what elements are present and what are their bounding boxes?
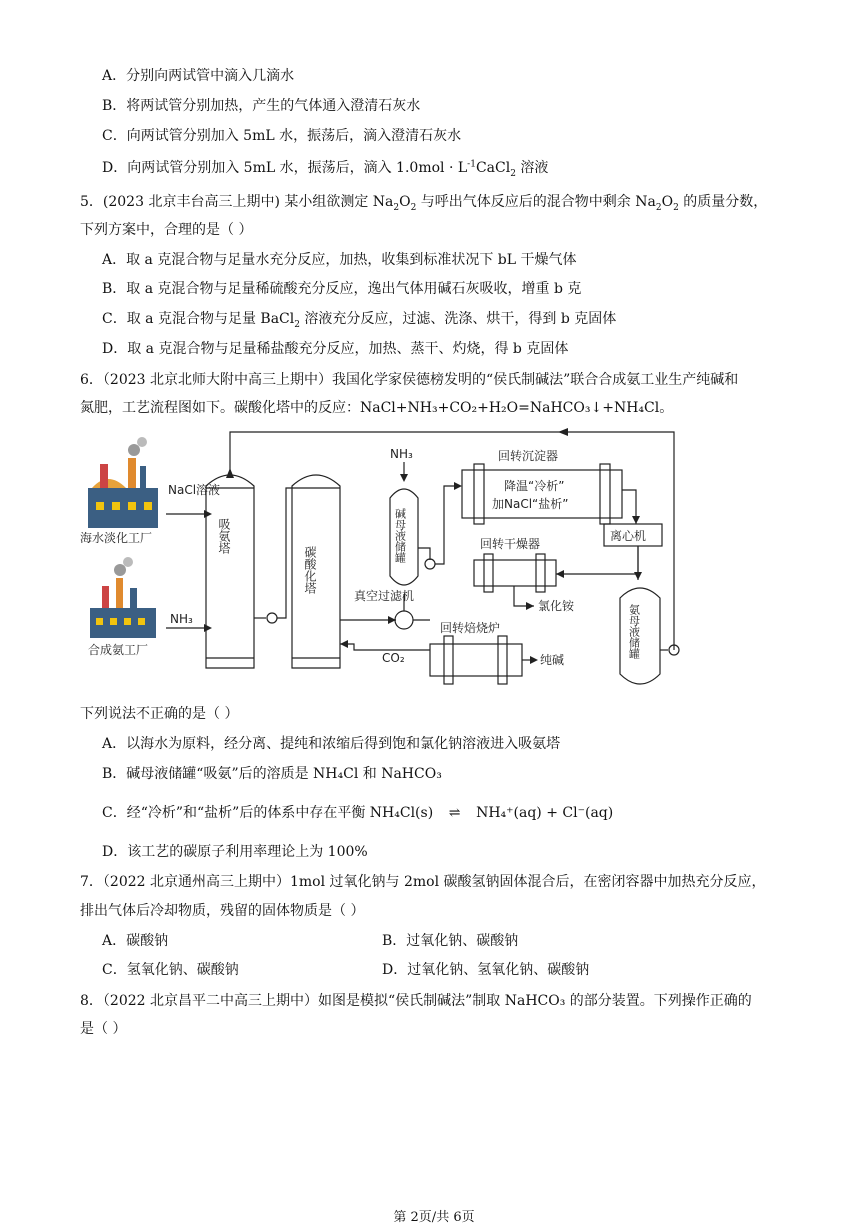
rotary-dryer-label: 回转干燥器 xyxy=(480,537,541,551)
absorber-tower xyxy=(206,475,254,668)
q4-option-b: B．将两试管分别加热，产生的气体通入澄清石灰水 xyxy=(102,98,421,114)
q5-option-d: D．取 a 克混合物与足量稀盐酸充分反应，加热、蒸干、灼烧，得 b 克固体 xyxy=(102,341,569,357)
equilibrium-arrow-icon: ⇌ xyxy=(448,805,461,821)
q5-option-b: B．取 a 克混合物与足量稀硫酸充分反应，逸出气体用碱石灰吸收，增重 b 克 xyxy=(102,281,582,297)
q7-option-d: D．过氧化钠、氢氧化钠、碳酸钠 xyxy=(382,962,590,978)
ammonia-plant-label: 合成氨工厂 xyxy=(88,643,149,657)
rotary-settler-label: 回转沉淀器 xyxy=(498,449,559,463)
centrifuge-label: 离心机 xyxy=(610,529,647,543)
ammonia-factory-icon xyxy=(90,557,156,638)
q4-option-c: C．向两试管分别加入 5mL 水，振荡后，滴入澄清石灰水 xyxy=(102,128,462,144)
co2-label: CO₂ xyxy=(382,651,405,665)
q5-option-a: A．取 a 克混合物与足量水充分反应，加热，收集到标准状况下 bL 干燥气体 xyxy=(102,252,577,268)
vacuum-filter xyxy=(395,611,413,629)
q7-option-a: A．碳酸钠 xyxy=(102,933,169,949)
ammonia-mother-liquor-label: 氨母液储罐 xyxy=(627,604,641,659)
process-flow-diagram xyxy=(78,428,718,703)
rotary-dryer xyxy=(474,560,556,586)
q4-option-d-text: D．向两试管分别加入 5mL 水，振荡后，滴入 1.0mol · L xyxy=(102,160,468,176)
q6-option-a: A．以海水为原料，经分离、提纯和浓缩后得到饱和氯化钠溶液进入吸氨塔 xyxy=(102,736,561,752)
q6-option-c: C．经“冷析”和“盐析”后的体系中存在平衡 NH₄Cl(s) ⇌ NH₄⁺(aq) + Cl⁻(aq) xyxy=(102,805,614,821)
q5-option-c: C．取 a 克混合物与足量 BaCl$_2$ 溶液充分反应，过滤、洗涤、烘干，得到 b 克固体 xyxy=(102,311,617,330)
q6-option-b: B．碱母液储罐“吸氨”后的溶质是 NH₄Cl 和 NaHCO₃ xyxy=(102,766,442,782)
q6-stem-line2: 氮肥，工艺流程图如下。碳酸化塔中的反应：NaCl+NH₃+CO₂+H₂O=NaHCO₃↓+NH₄Cl。 xyxy=(80,400,674,416)
q7-option-c: C．氢氧化钠、碳酸钠 xyxy=(102,962,239,978)
q5-stem-line2: 下列方案中，合理的是（ ） xyxy=(80,222,253,238)
q7-stem-line1: 7．（2022 北京通州高三上期中）1mol 过氧化钠与 2mol 碳酸氢钠固体混合后，在密闭容器中加热充分反应， xyxy=(80,874,766,890)
q4-option-d xyxy=(102,158,548,178)
desalination-factory-icon xyxy=(88,437,158,528)
q4-option-a: A．分别向两试管中滴入几滴水 xyxy=(102,68,295,84)
ammonium-chloride-label: 氯化铵 xyxy=(538,599,575,613)
absorber-label: 吸氨塔 xyxy=(217,518,231,554)
q6-question: 下列说法不正确的是（ ） xyxy=(80,706,239,722)
q4-option-d-sup: -1 xyxy=(467,159,476,170)
carbonator-label: 碳酸化塔 xyxy=(303,546,317,594)
nh3-left-label: NH₃ xyxy=(170,612,193,626)
q4-option-d-mid: CaCl xyxy=(475,160,511,176)
q8-stem-line2: 是（ ） xyxy=(80,1021,127,1037)
desal-plant-label: 海水淡化工厂 xyxy=(80,531,153,545)
nh3-top-label: NH₃ xyxy=(390,447,413,461)
page-footer: 第 2页/共 6页 xyxy=(393,1210,475,1225)
q5-stem-line1: 5．(2023 北京丰台高三上期中) 某小组欲测定 $Na_2O_2$ 与呼出气体反应后的混合物中剩余 $Na_2O_2$ 的质量分数， xyxy=(80,194,768,213)
rotary-kiln-label: 回转焙烧炉 xyxy=(440,621,501,635)
q7-option-b: B．过氧化钠、碳酸钠 xyxy=(382,933,519,949)
soda-label: 纯碱 xyxy=(540,653,565,667)
q4-option-d-post: 溶液 xyxy=(515,160,549,176)
nacl-label: NaCl溶液 xyxy=(168,483,221,497)
q8-stem-line1: 8．（2022 北京昌平二中高三上期中）如图是模拟“侯氏制碱法”制取 NaHCO₃ 的部分装置。下列操作正确的 xyxy=(80,993,752,1009)
q4-option-d-sub: 2 xyxy=(510,168,516,179)
q7-stem-line2: 排出气体后冷却物质，残留的固体物质是（ ） xyxy=(80,903,365,919)
q6-option-d: D．该工艺的碳原子利用率理论上为 100% xyxy=(102,844,368,860)
mother-liquor-label: 碱母液储罐 xyxy=(393,508,407,563)
salt-text: 加NaCl“盐析” xyxy=(492,497,569,511)
vacuum-filter-label: 真空过滤机 xyxy=(354,589,415,603)
q6-stem-line1: 6．（2023 北京北师大附中高三上期中）我国化学家侯德榜发明的“侯氏制碱法”联合合成氨工业生产纯碱和 xyxy=(80,372,739,388)
cool-text: 降温“冷析” xyxy=(504,479,565,493)
